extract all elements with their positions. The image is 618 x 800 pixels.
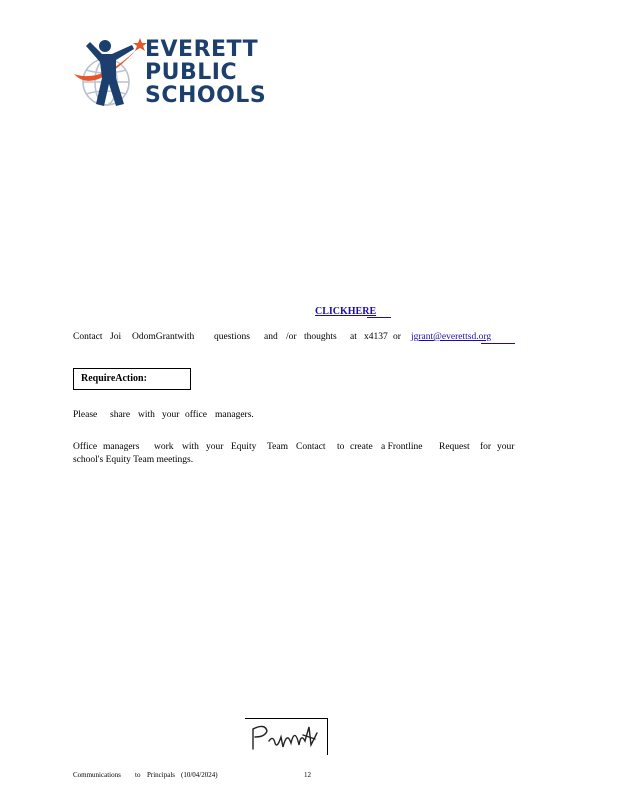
para2-word: work (154, 442, 174, 452)
para2-word: Team (267, 442, 288, 452)
email-link[interactable]: jgrant@everettsd.org (411, 332, 492, 342)
para2-word: a Frontline (381, 442, 423, 452)
require-action-box (73, 368, 191, 390)
contact-word: and (264, 332, 278, 342)
signature-icon (245, 719, 327, 755)
para1-word: Please (73, 410, 98, 420)
para2-word: Contact (296, 442, 326, 452)
para1-word: your (162, 410, 180, 420)
logo-line-1: EVERETT (145, 37, 259, 62)
logo-line-3: SCHOOLS (145, 83, 267, 108)
para2-word: to (337, 442, 345, 452)
contact-word: x4137 (364, 332, 388, 342)
para2-word: Office (73, 442, 98, 452)
logo-wordmark (145, 38, 266, 107)
para2-word: for (480, 442, 492, 452)
contact-word: Joi (110, 332, 122, 342)
footer-date: (10/04/2024) (181, 771, 218, 779)
click-here-link[interactable]: CLICKHERE (315, 306, 377, 317)
para2-word: your (497, 442, 515, 452)
contact-word: Contact (73, 332, 103, 342)
email-underline (481, 332, 515, 344)
para1-word: office (185, 410, 207, 420)
logo-emblem-icon (72, 36, 148, 110)
contact-word: thoughts (304, 332, 337, 342)
para2-word: Equity (231, 442, 257, 452)
contact-word: or (393, 332, 401, 342)
para1-word: with (138, 410, 155, 420)
page-number: 12 (304, 771, 311, 779)
signature-box (245, 718, 328, 755)
click-here-underline (367, 306, 391, 318)
para1-word: managers. (215, 410, 254, 420)
para2-word: create (350, 442, 373, 452)
para2-line-2: school's Equity Team meetings. (73, 455, 194, 465)
para2-word: your (206, 442, 224, 452)
para1-word: share (110, 410, 131, 420)
contact-word: at (350, 332, 357, 342)
footer-word: to (135, 771, 141, 779)
contact-word: questions (214, 332, 250, 342)
footer-word: Principals (147, 771, 175, 779)
footer-word: Communications (73, 771, 121, 779)
require-action-title: RequireAction: (81, 373, 147, 384)
logo-line-2: PUBLIC (145, 60, 238, 85)
contact-word: /or (286, 332, 297, 342)
office-managers-instruction (73, 442, 514, 472)
para2-word: with (182, 442, 199, 452)
para2-word: managers (103, 442, 140, 452)
contact-word: OdomGrantwith (132, 332, 195, 342)
para2-word: Request (439, 442, 470, 452)
everett-logo (72, 36, 267, 110)
